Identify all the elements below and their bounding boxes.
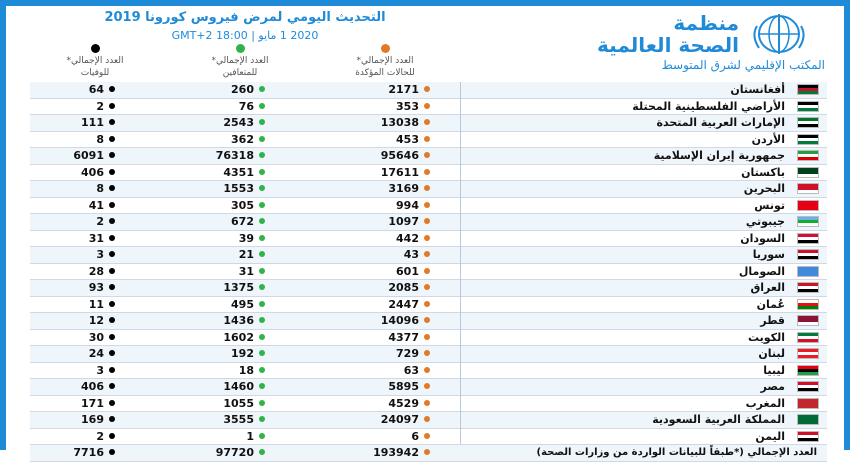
country-name: الإمارات العربية المتحدة [656, 116, 785, 129]
recovered-cell [165, 181, 265, 197]
recovered-cell-value: 1460 [223, 380, 254, 393]
flag-icon [797, 266, 819, 277]
cases-cell-value: 13038 [380, 116, 419, 129]
recovered-cell-value: 1602 [223, 330, 254, 344]
flag-icon [797, 249, 819, 260]
cases-dot-icon [424, 367, 430, 373]
update-title: التحديث اليومي لمرض فيروس كورونا 2019 [104, 10, 386, 25]
cases-dot-icon [424, 119, 430, 125]
table-row [30, 330, 827, 347]
country-name: سوريا [752, 248, 785, 261]
who-name [597, 12, 739, 56]
country-name: الصومال [738, 264, 785, 278]
recovered-cell [165, 247, 265, 263]
deaths-dot-icon [109, 416, 115, 422]
recovered-cell-value: 305 [231, 198, 254, 212]
table-row [30, 115, 827, 132]
deaths-dot-icon [109, 268, 115, 274]
deaths-cell [30, 181, 115, 197]
cases-dot-icon [424, 400, 430, 406]
recovered-cell [165, 363, 265, 379]
deaths-cell-value: 111 [81, 116, 104, 129]
recovered-cell [165, 429, 265, 445]
recovered-cell-value: 18 [238, 363, 254, 377]
table-row [30, 214, 827, 231]
deaths-cell [30, 313, 115, 329]
recovered-cell [165, 264, 265, 280]
deaths-dot-icon [109, 235, 115, 241]
country-name: الكويت [748, 330, 785, 344]
cases-dot-icon [424, 301, 430, 307]
deaths-cell [30, 429, 115, 445]
cases-dot-icon [424, 218, 430, 224]
recovered-cell-value: 39 [238, 231, 254, 245]
deaths-cell [30, 363, 115, 379]
table-row [30, 280, 827, 297]
flag-icon [797, 299, 819, 310]
table-row [30, 132, 827, 149]
deaths-cell-value: 8 [96, 182, 104, 195]
cases-dot-icon [424, 152, 430, 158]
recovered-dot-icon [259, 251, 265, 257]
table-row [30, 198, 827, 215]
total-row [30, 445, 827, 462]
recovered-cell [165, 330, 265, 346]
deaths-dot-icon [109, 169, 115, 175]
recovered-cell-value: 495 [231, 297, 254, 311]
cases-cell-value: 729 [396, 347, 419, 360]
deaths-dot-icon [109, 251, 115, 257]
recovered-cell-value: 76318 [215, 149, 254, 162]
recovered-dot-icon [236, 44, 245, 53]
cases-dot-icon [424, 169, 430, 175]
cases-dot-icon [424, 268, 430, 274]
flag-icon [797, 365, 819, 376]
cases-cell-value: 95646 [380, 149, 419, 162]
deaths-cell [30, 132, 115, 148]
recovered-cell [165, 148, 265, 164]
recovered-cell [165, 412, 265, 428]
recovered-cell-value: 3555 [223, 413, 254, 426]
deaths-dot-icon [109, 185, 115, 191]
recovered-cell-value: 97720 [215, 446, 254, 459]
recovered-cell-value: 1055 [223, 396, 254, 410]
cases-cell [320, 82, 430, 98]
table-divider [460, 82, 461, 444]
deaths-cell [30, 214, 115, 230]
cases-cell [320, 115, 430, 131]
table-row [30, 412, 827, 429]
recovered-cell-value: 76 [238, 99, 254, 113]
cases-cell [320, 264, 430, 280]
country-name: باكستان [741, 165, 785, 179]
country-name: لبنان [758, 347, 785, 360]
cases-cell [320, 231, 430, 247]
cases-cell [320, 280, 430, 296]
deaths-cell-value: 2 [96, 99, 104, 113]
country-name: قطر [760, 314, 785, 327]
recovered-dot-icon [259, 86, 265, 92]
recovered-dot-icon [259, 350, 265, 356]
deaths-cell-value: 7716 [73, 446, 104, 459]
flag-icon [797, 381, 819, 392]
deaths-dot-icon [109, 202, 115, 208]
frame-right [844, 0, 850, 450]
deaths-dot-icon [109, 383, 115, 389]
country-table [30, 82, 827, 462]
deaths-cell-value: 171 [81, 396, 104, 410]
deaths-cell [30, 297, 115, 313]
deaths-cell-value: 3 [96, 248, 104, 261]
recovered-dot-icon [259, 169, 265, 175]
cases-dot-icon [424, 350, 430, 356]
cases-cell [320, 198, 430, 214]
cases-cell [320, 330, 430, 346]
cases-cell [320, 429, 430, 445]
deaths-cell-value: 64 [88, 83, 104, 96]
cases-dot-icon [424, 103, 430, 109]
recovered-dot-icon [259, 202, 265, 208]
deaths-cell [30, 148, 115, 164]
deaths-dot-icon [109, 136, 115, 142]
flag-icon [797, 167, 819, 178]
cases-cell-value: 4529 [388, 396, 419, 410]
country-name: جمهورية إيران الإسلامية [653, 149, 785, 162]
deaths-cell [30, 115, 115, 131]
cases-cell-value: 14096 [380, 314, 419, 327]
recovered-cell [165, 445, 265, 461]
country-name: جيبوتي [745, 215, 785, 228]
recovered-cell-value: 1 [246, 429, 254, 443]
cases-dot-icon [424, 317, 430, 323]
recovered-cell-value: 21 [238, 248, 254, 261]
recovered-cell [165, 346, 265, 362]
flag-icon [797, 150, 819, 161]
flag-icon [797, 332, 819, 343]
frame-top [0, 0, 850, 6]
recovered-dot-icon [259, 433, 265, 439]
cases-dot-icon [424, 185, 430, 191]
cases-cell-value: 2085 [388, 281, 419, 294]
cases-cell [320, 181, 430, 197]
cases-dot-icon [424, 86, 430, 92]
deaths-dot-icon [109, 400, 115, 406]
table-row [30, 247, 827, 264]
recovered-cell [165, 313, 265, 329]
flag-icon [797, 84, 819, 95]
deaths-dot-icon [109, 119, 115, 125]
flag-icon [797, 101, 819, 112]
flag-icon [797, 233, 819, 244]
deaths-dot-icon [109, 350, 115, 356]
cases-dot-icon [424, 416, 430, 422]
deaths-dot-icon [109, 152, 115, 158]
recovered-cell [165, 198, 265, 214]
deaths-cell [30, 280, 115, 296]
cases-dot-icon [424, 334, 430, 340]
recovered-cell [165, 297, 265, 313]
country-name: ليبيا [763, 363, 785, 377]
flag-icon [797, 315, 819, 326]
recovered-cell-value: 672 [231, 215, 254, 228]
deaths-cell [30, 412, 115, 428]
country-name: المغرب [745, 396, 785, 410]
deaths-cell [30, 379, 115, 395]
flag-icon [797, 200, 819, 211]
deaths-dot-icon [109, 218, 115, 224]
deaths-cell-value: 3 [96, 363, 104, 377]
recovered-cell-value: 1436 [223, 314, 254, 327]
table-row [30, 165, 827, 182]
recovered-dot-icon [259, 268, 265, 274]
recovered-cell [165, 82, 265, 98]
cases-cell-value: 994 [396, 198, 419, 212]
deaths-cell [30, 445, 115, 461]
cases-cell [320, 214, 430, 230]
cases-cell-value: 5895 [388, 380, 419, 393]
recovered-cell [165, 165, 265, 181]
who-name-line1: منظمة [673, 11, 739, 35]
deaths-dot-icon [109, 301, 115, 307]
cases-cell-value: 17611 [380, 165, 419, 179]
deaths-dot-icon [109, 334, 115, 340]
table-row [30, 148, 827, 165]
cases-cell [320, 148, 430, 164]
deaths-dot-icon [91, 44, 100, 53]
cases-dot-icon [381, 44, 390, 53]
cases-cell [320, 363, 430, 379]
recovered-cell-value: 260 [231, 83, 254, 96]
deaths-dot-icon [109, 103, 115, 109]
cases-cell-value: 4377 [388, 330, 419, 344]
recovered-dot-icon [259, 136, 265, 142]
table-row [30, 297, 827, 314]
cases-dot-icon [424, 235, 430, 241]
deaths-cell [30, 165, 115, 181]
recovered-dot-icon [259, 301, 265, 307]
recovered-cell-value: 362 [231, 132, 254, 146]
country-name: السودان [740, 231, 785, 245]
deaths-cell [30, 247, 115, 263]
country-name: اليمن [755, 429, 785, 443]
deaths-cell-value: 41 [88, 198, 104, 212]
recovered-dot-icon [259, 235, 265, 241]
deaths-cell-value: 93 [88, 281, 104, 294]
flag-icon [797, 282, 819, 293]
cases-cell [320, 297, 430, 313]
flag-icon [797, 134, 819, 145]
recovered-dot-icon [259, 383, 265, 389]
update-time: 2020 1 مايو | GMT+2 18:00 [171, 29, 319, 42]
deaths-cell-value: 12 [88, 314, 104, 327]
recovered-dot-icon [259, 119, 265, 125]
cases-cell [320, 445, 430, 461]
cases-cell [320, 346, 430, 362]
who-name-line2: الصحة العالمية [597, 33, 739, 57]
cases-dot-icon [424, 136, 430, 142]
recovered-dot-icon [259, 103, 265, 109]
cases-cell-value: 453 [396, 132, 419, 146]
deaths-dot-icon [109, 284, 115, 290]
recovered-cell [165, 280, 265, 296]
total-label: العدد الإجمالي (*طبقاً للبيانات الواردة من وزارات الصحة) [536, 447, 817, 458]
flag-icon [797, 414, 819, 425]
country-name: مصر [760, 380, 785, 393]
flag-icon [797, 117, 819, 128]
col-header-cases: العدد الإجمالي* للحالات المؤكدة [320, 44, 450, 79]
deaths-cell-value: 11 [88, 297, 104, 311]
recovered-cell [165, 396, 265, 412]
flag-icon [797, 431, 819, 442]
table-row [30, 82, 827, 99]
recovered-cell-value: 31 [238, 264, 254, 278]
country-name: المملكة العربية السعودية [652, 413, 785, 426]
recovered-cell-value: 1375 [223, 281, 254, 294]
table-row [30, 181, 827, 198]
deaths-cell-value: 24 [88, 347, 104, 360]
deaths-cell [30, 330, 115, 346]
deaths-cell [30, 198, 115, 214]
deaths-dot-icon [109, 317, 115, 323]
cases-cell-value: 63 [403, 363, 419, 377]
who-emblem-icon [749, 12, 809, 58]
cases-cell-value: 601 [396, 264, 419, 278]
deaths-dot-icon [109, 86, 115, 92]
flag-icon [797, 348, 819, 359]
cases-cell-value: 6 [411, 429, 419, 443]
cases-cell [320, 379, 430, 395]
table-row [30, 396, 827, 413]
recovered-dot-icon [259, 218, 265, 224]
cases-cell [320, 132, 430, 148]
deaths-cell-value: 28 [88, 264, 104, 278]
deaths-cell [30, 264, 115, 280]
flag-icon [797, 183, 819, 194]
deaths-cell [30, 82, 115, 98]
deaths-cell-value: 406 [81, 380, 104, 393]
recovered-dot-icon [259, 367, 265, 373]
deaths-cell-value: 8 [96, 132, 104, 146]
deaths-cell-value: 31 [88, 231, 104, 245]
table-row [30, 429, 827, 446]
cases-cell [320, 247, 430, 263]
recovered-cell [165, 132, 265, 148]
cases-cell [320, 412, 430, 428]
recovered-dot-icon [259, 334, 265, 340]
recovered-cell [165, 99, 265, 115]
cases-dot-icon [424, 202, 430, 208]
recovered-dot-icon [259, 400, 265, 406]
deaths-dot-icon [109, 433, 115, 439]
recovered-cell-value: 2543 [223, 116, 254, 129]
recovered-dot-icon [259, 416, 265, 422]
cases-cell-value: 442 [396, 231, 419, 245]
flag-icon [797, 398, 819, 409]
table-row [30, 231, 827, 248]
recovered-dot-icon [259, 284, 265, 290]
cases-cell-value: 3169 [388, 182, 419, 195]
cases-cell-value: 2447 [388, 297, 419, 311]
cases-cell [320, 165, 430, 181]
cases-dot-icon [424, 284, 430, 290]
deaths-cell-value: 30 [88, 330, 104, 344]
col-header-deaths: العدد الإجمالي* للوفيات [30, 44, 160, 79]
cases-cell [320, 313, 430, 329]
cases-cell-value: 1097 [388, 215, 419, 228]
table-row [30, 264, 827, 281]
flag-icon [797, 216, 819, 227]
recovered-cell-value: 1553 [223, 182, 254, 195]
deaths-cell [30, 346, 115, 362]
country-name: البحرين [743, 182, 785, 195]
table-row [30, 313, 827, 330]
table-row [30, 363, 827, 380]
recovered-cell [165, 231, 265, 247]
recovered-cell-value: 192 [231, 347, 254, 360]
country-name: عُمان [756, 297, 785, 311]
deaths-cell-value: 169 [81, 413, 104, 426]
cases-cell-value: 2171 [388, 83, 419, 96]
country-name: العراق [750, 281, 785, 294]
recovered-dot-icon [259, 317, 265, 323]
cases-cell-value: 193942 [373, 446, 419, 459]
cases-dot-icon [424, 251, 430, 257]
frame-left [0, 0, 6, 450]
deaths-cell [30, 231, 115, 247]
recovered-dot-icon [259, 152, 265, 158]
recovered-cell-value: 4351 [223, 165, 254, 179]
table-row [30, 99, 827, 116]
country-name: الأردن [751, 132, 785, 146]
recovered-cell [165, 214, 265, 230]
deaths-cell-value: 2 [96, 429, 104, 443]
country-name: تونس [754, 198, 785, 212]
cases-cell-value: 353 [396, 99, 419, 113]
cases-dot-icon [424, 383, 430, 389]
who-regional-office: المكتب الإقليمي لشرق المتوسط [661, 58, 825, 72]
table-row [30, 346, 827, 363]
deaths-cell-value: 6091 [73, 149, 104, 162]
recovered-cell [165, 115, 265, 131]
recovered-dot-icon [259, 185, 265, 191]
column-headers [30, 44, 460, 82]
col-header-recovered: العدد الإجمالي* للمتعافين [175, 44, 305, 79]
who-branding [490, 8, 825, 80]
cases-dot-icon [424, 433, 430, 439]
update-block [30, 8, 460, 48]
cases-cell [320, 99, 430, 115]
deaths-dot-icon [109, 367, 115, 373]
recovered-cell [165, 379, 265, 395]
cases-cell-value: 43 [403, 248, 419, 261]
country-name: أفغانستان [730, 83, 785, 96]
deaths-cell [30, 99, 115, 115]
table-row [30, 379, 827, 396]
cases-cell-value: 24097 [380, 413, 419, 426]
deaths-cell [30, 396, 115, 412]
deaths-cell-value: 2 [96, 215, 104, 228]
deaths-cell-value: 406 [81, 165, 104, 179]
cases-cell [320, 396, 430, 412]
country-name: الأراضي الفلسطينية المحتلة [632, 99, 785, 113]
